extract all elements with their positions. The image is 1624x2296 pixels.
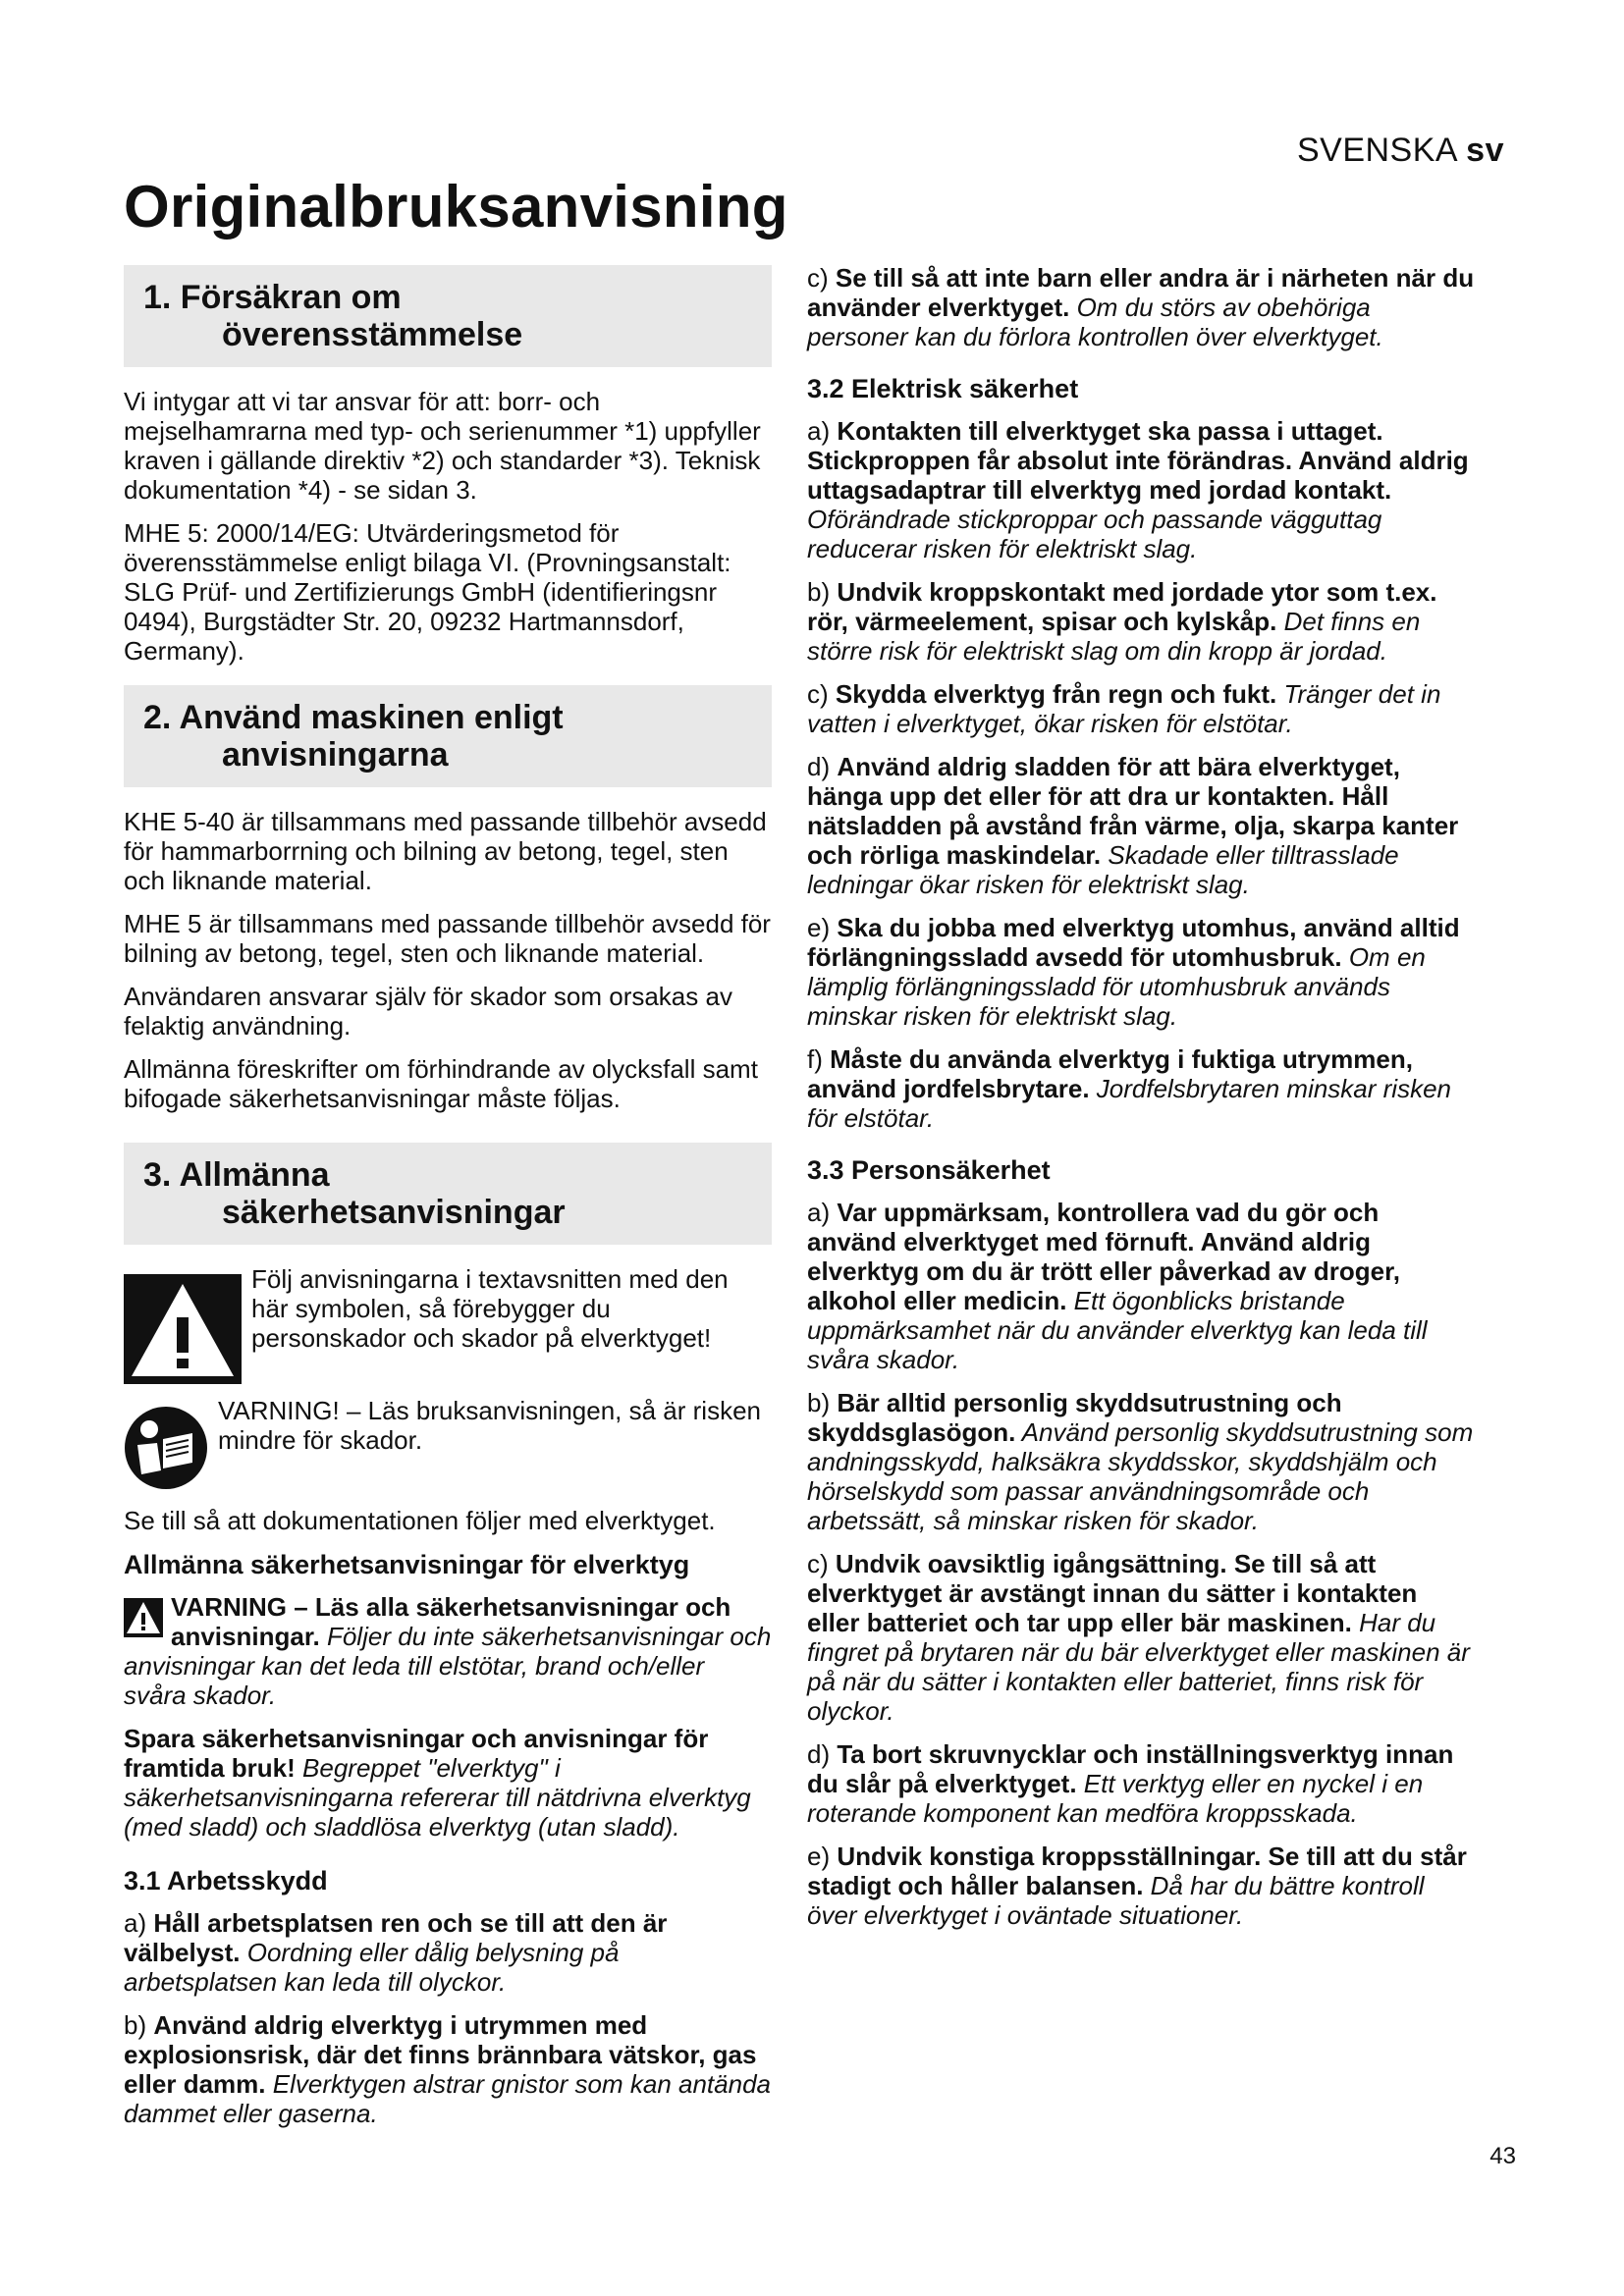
electrical-safety-heading: 3.2 Elektrisk säkerhet [807,374,1079,403]
item-bold: Ta bort skruvnycklar och inställningsverktyg innan du slår på elverktyget. [807,1739,1454,1798]
section-2-paragraph-4: Allmänna föreskrifter om förhindrande av olycksfall samt bifogade säkerhetsanvisningar måste följas. [124,1054,758,1113]
item-bold: Undvik oavsiktlig igångsättning. Se till så att elverktyget är avstängt innan du sätter i kontakten eller batteriet och tar upp eller bär maskinen. [807,1549,1418,1637]
item-bold: Bär alltid personlig skyddsutrustning och skyddsglasögon. [807,1388,1342,1447]
section-1-mhe5-paragraph: MHE 5: 2000/14/EG: Utvärderingsmetod för överensstämmelse enligt bilaga VI. (Provningsanstalt: SLG Prüf- und Zertifizierungs GmbH (identifieringsnr 0494), Burgstädter Str. 20, 09232 Hartmannsdorf, Germany). [124,518,731,666]
electrical-item-e [807,913,1475,1031]
save-instructions-bold: Spara säkerhetsanvisningar och anvisningar för framtida bruk! [124,1724,709,1783]
read-all-warning-italic: Följer du inte säkerhetsanvisningar och anvisningar kan det leda till elstötar, brand och/eller svåra skador. [124,1622,772,1710]
item-prefix: e) [807,913,838,942]
item-italic: Ett ögonblicks bristande uppmärksamhet när du använder elverktyg kan leda till svåra skador. [807,1286,1428,1374]
item-italic: Elverktygen alstrar gnistor som kan antända dammet eller gaserna. [124,2069,771,2128]
electrical-item-f [807,1044,1475,1133]
item-bold: Kontakten till elverktyget ska passa i uttaget. Stickproppen får absolut inte förändras. Använd aldrig uttagsadaptrar till elverktyg med jordad kontakt. [807,416,1469,505]
personal-item-c [807,1549,1475,1726]
section-3-title-cont: säkerhetsanvisningar [222,1194,566,1231]
warning-symbol-note [124,1264,772,1380]
item-bold: Se till så att inte barn eller andra är i närheten när du använder elverktyget. [807,263,1475,322]
item-bold: Använd aldrig sladden för att bära elverktyget, hänga upp det eller för att dra ur kontakten. Håll nätsladden på avstånd från värme, olja, skarpa kanter och rörliga maskindelar. [807,752,1459,870]
item-prefix: d) [807,752,838,781]
item-italic: Om du störs av obehöriga personer kan du förlora kontrollen över elverktyget. [807,293,1383,351]
section-2-number-title: 2. Använd maskinen enligt [143,699,564,736]
item-italic: Tränger det in vatten i elverktyget, ökar risken för elstötar. [807,679,1441,738]
general-safety-heading: Allmänna säkerhetsanvisningar för elverktyg [124,1550,690,1579]
electrical-item-c [807,679,1475,738]
item-bold: Använd aldrig elverktyg i utrymmen med explosionsrisk, där det finns brännbara vätskor, gas eller damm. [124,2010,757,2099]
item-prefix: b) [124,2010,154,2040]
item-italic: Det finns en större risk för elektriskt slag om din kropp är jordad. [807,607,1421,666]
section-2-heading [124,685,772,787]
warning-text: – Läs bruksanvisningen, så är risken mindre för skador. [218,1396,761,1455]
item-italic: Oordning eller dålig belysning på arbetsplatsen kan leda till olyckor. [124,1938,620,1997]
work-area-item-b [124,2010,772,2128]
language-code: sv [1466,132,1504,169]
documentation-note: Se till så att dokumentationen följer med elverktyget. [124,1506,716,1535]
item-bold: Skydda elverktyg från regn och fukt. [835,679,1277,709]
left-column [124,265,772,2142]
item-prefix: d) [807,1739,838,1769]
item-prefix: a) [124,1908,154,1938]
item-prefix: b) [807,577,838,607]
item-italic: Då har du bättre kontroll över elverktyget i oväntade situationer. [807,1871,1425,1930]
save-instructions-italic: Begreppet "elverktyg" i säkerhetsanvisningarna refererar till nätdrivna elverktyg (med sladd) och sladdlösa elverktyg (utan sladd). [124,1753,751,1842]
work-area-heading: 3.1 Arbetsskydd [124,1866,328,1896]
item-italic: Ett verktyg eller en nyckel i en roterande komponent kan medföra kroppsskada. [807,1769,1424,1828]
page-number: 43 [1489,2143,1516,2169]
read-all-warning-bold: VARNING – Läs alla säkerhetsanvisningar och anvisningar. [171,1592,731,1651]
item-prefix: e) [807,1842,838,1871]
item-italic: Om en lämplig förlängningssladd för utomhusbruk används minskar risken för elektriskt slag. [807,942,1426,1031]
item-italic: Använd personlig skyddsutrustning som andningsskydd, halksäkra skyddsskor, skyddshjälm och hörselskydd som passar användningsområde och arbetssätt, så minskar risken för skador. [807,1417,1474,1535]
personal-item-d [807,1739,1475,1828]
item-prefix: a) [807,416,838,446]
item-italic: Oförändrade stickproppar och passande vägguttag reducerar risken för elektriskt slag. [807,505,1382,563]
personal-item-a [807,1198,1475,1374]
save-instructions [124,1724,772,1842]
item-italic: Skadade eller tilltrasslade ledningar ökar risken för elektriskt slag. [807,840,1399,899]
item-italic: Har du fingret på brytaren när du bär elverktyget eller maskinen är på när du sätter i kontakten eller batteriet, finns risk för olyckor. [807,1608,1470,1726]
item-prefix: b) [807,1388,838,1417]
language-label [1297,132,1504,170]
item-bold: Var uppmärksam, kontrollera vad du gör och använd elverktyget med förnuft. Använd aldrig elverktyg om du är trött eller påverkad av droger, alkohol eller medicin. [807,1198,1401,1315]
right-column [807,263,1475,1944]
read-manual-icon [124,1406,208,1490]
warning-triangle-icon [124,1274,242,1384]
item-bold: Undvik kroppskontakt med jordade ytor som t.ex. rör, värmeelement, spisar och kylskåp. [807,577,1437,636]
item-bold: Undvik konstiga kroppsställningar. Se till att du står stadigt och håller balansen. [807,1842,1467,1900]
item-prefix: c) [807,679,836,709]
personal-item-e [807,1842,1475,1930]
item-bold: Måste du använda elverktyg i fuktiga utrymmen, använd jordfelsbrytare. [807,1044,1413,1103]
section-1-number-title: 1. Försäkran om [143,279,402,316]
language-name: SVENSKA [1296,132,1457,169]
section-2-title-cont: anvisningarna [222,736,449,774]
item-prefix: c) [807,1549,836,1578]
electrical-item-a [807,416,1475,563]
item-bold: Ska du jobba med elverktyg utomhus, använd alltid förlängningssladd avsedd för utomhusbruk. [807,913,1460,972]
warning-triangle-small-icon [124,1598,163,1637]
electrical-item-b [807,577,1475,666]
personal-item-b [807,1388,1475,1535]
work-area-item-a [124,1908,772,1997]
section-3-number-title: 3. Allmänna [143,1156,330,1194]
item-prefix: a) [807,1198,838,1227]
warning-label: VARNING! [218,1396,340,1425]
item-bold: Håll arbetsplatsen ren och se till att den är välbelyst. [124,1908,668,1967]
personal-safety-heading: 3.3 Personsäkerhet [807,1155,1051,1185]
warning-symbol-text: Följ anvisningarna i textavsnitten med den här symbolen, så förebygger du personskador och skador på elverktyget! [251,1264,729,1353]
section-1-title-cont: överensstämmelse [222,316,523,353]
section-1-paragraph: Vi intygar att vi tar ansvar för att: borr- och mejselhamrarna med typ- och serienummer *1) uppfyller kraven i gällande direktiv *2) och standarder *3). Teknisk dokumentation *4) - se sidan 3. [124,387,761,505]
document-title: Originalbruksanvisning [124,174,788,240]
electrical-item-d [807,752,1475,899]
read-all-warning [124,1592,772,1710]
item-prefix: c) [807,263,836,293]
section-2-paragraph-1: KHE 5-40 är tillsammans med passande tillbehör avsedd för hammarborrning och bilning av betong, tegel, sten och liknande material. [124,807,767,895]
read-manual-note [124,1396,772,1484]
work-area-item-c [807,263,1475,351]
item-prefix: f) [807,1044,831,1074]
section-3-heading [124,1143,772,1245]
section-2-paragraph-3: Användaren ansvarar själv för skador som orsakas av felaktig användning. [124,982,732,1041]
section-1-heading [124,265,772,367]
read-manual-text [218,1396,772,1455]
section-2-paragraph-2: MHE 5 är tillsammans med passande tillbehör avsedd för bilning av betong, tegel, sten och liknande material. [124,909,771,968]
item-italic: Jordfelsbrytaren minskar risken för elstötar. [807,1074,1452,1133]
